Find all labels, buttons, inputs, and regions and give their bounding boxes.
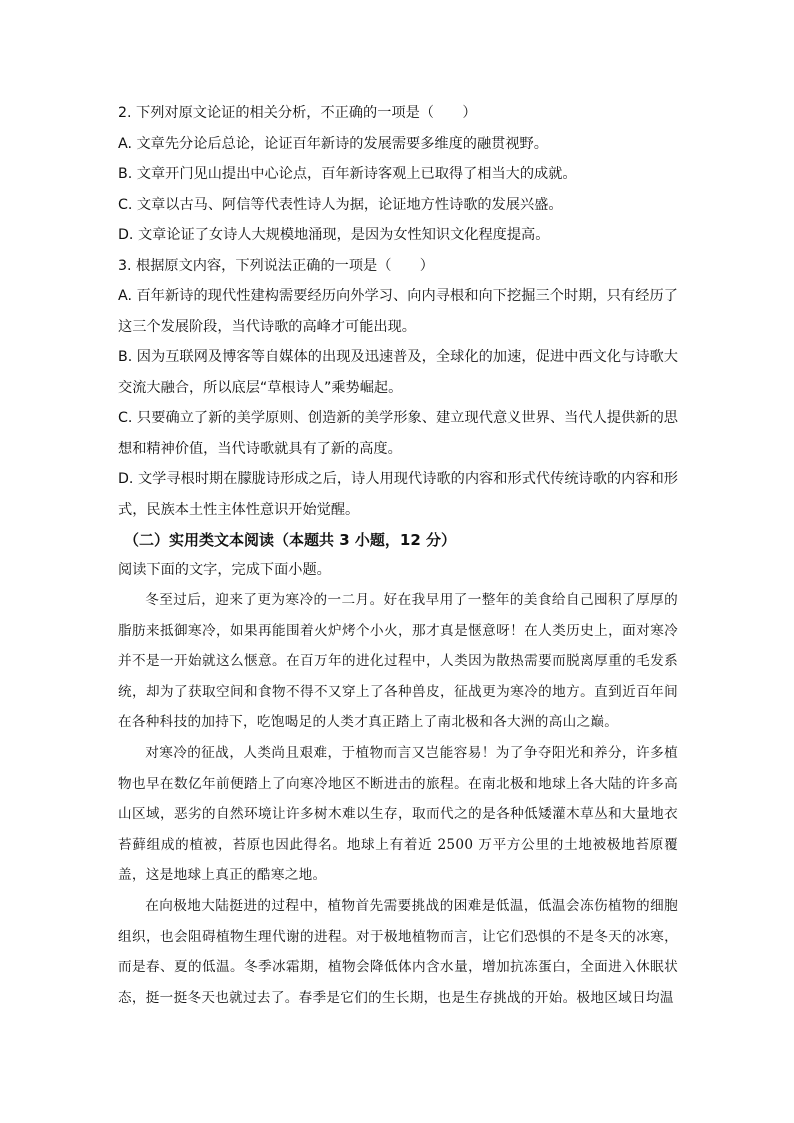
question-2-option-d: D. 文章论证了女诗人大规模地涌现，是因为女性知识文化程度提高。 xyxy=(118,227,550,243)
section-heading: （二）实用类文本阅读（本题共 3 小题，12 分） xyxy=(124,531,456,549)
question-3-option-a: A. 百年新诗的现代性建构需要经历向外学习、向内寻根和向下挖掘三个时期，只有经历了这三个发展阶段，当代诗歌的高峰才可能出现。 xyxy=(118,288,678,335)
question-3-option-b: B. 因为互联网及博客等自媒体的出现及迅速普及，全球化的加速，促进中西文化与诗歌大交流大融合，所以底层“草根诗人”乘势崛起。 xyxy=(118,349,678,396)
question-2-option-b: B. 文章开门见山提出中心论点，百年新诗客观上已取得了相当大的成就。 xyxy=(118,166,577,182)
question-3-option-d: D. 文学寻根时期在朦胧诗形成之后，诗人用现代诗歌的内容和形式代传统诗歌的内容和形式，民族本土性主体性意识开始觉醒。 xyxy=(118,471,678,518)
question-3-option-c: C. 只要确立了新的美学原则、创造新的美学形象、建立现代意义世界、当代人提供新的思想和精神价值，当代诗歌就具有了新的高度。 xyxy=(118,410,678,457)
question-2-option-c: C. 文章以古马、阿信等代表性诗人为据，论证地方性诗歌的发展兴盛。 xyxy=(118,196,563,213)
question-2-option-a: A. 文章先分论后总论，论证百年新诗的发展需要多维度的融贯视野。 xyxy=(118,135,548,152)
question-2-stem: 2. 下列对原文论证的相关分析，不正确的一项是（ ） xyxy=(118,105,477,121)
passage-paragraph-2: 对寒冷的征战，人类尚且艰难，于植物而言又岂能容易！为了争夺阳光和养分，许多植物也早在数亿年前便踏上了向寒冷地区不断进击的旅程。在南北极和地球上各大陆的许多高山区域，恶劣的自然环境让许多树木难以生存，取而代之的是各种低矮灌木草丛和大量地衣苔藓组成的植被，苔原也因此得名。地球上有着近 2500 万平方公里的土地被极地苔原覆盖，这是地球上真正的酷寒之地。 xyxy=(118,744,678,884)
passage-paragraph-1: 冬至过后，迎来了更为寒冷的一二月。好在我早用了一整年的美食给自己囤积了厚厚的脂肪来抵御寒冷，如果再能围着火炉烤个小火，那才真是惬意呀！在人类历史上，面对寒冷并不是一开始就这么惬意。在百万年的进化过程中，人类因为散热需要而脱离厚重的毛发系统，却为了获取空间和食物不得不又穿上了各种兽皮，征战更为寒冷的地方。直到近百年间在各种科技的加持下，吃饱喝足的人类才真正踏上了南北极和各大洲的高山之巅。 xyxy=(118,592,678,731)
passage-paragraph-3: 在向极地大陆挺进的过程中，植物首先需要挑战的困难是低温，低温会冻伤植物的细胞组织，也会阻碍植物生理代谢的进程。对于极地植物而言，让它们恐惧的不是冬天的冰寒，而是春、夏的低温。冬季冰霜期，植物会降低体内含水量，增加抗冻蛋白，全面进入休眠状态，挺一挺冬天也就过去了。春季是它们的生长期，也是生存挑战的开始。极地区域日均温 xyxy=(118,897,678,1006)
question-3-stem: 3. 根据原文内容，下列说法正确的一项是（ ） xyxy=(118,257,434,274)
reading-instruction: 阅读下面的文字，完成下面小题。 xyxy=(118,562,331,578)
exam-page xyxy=(118,98,678,1013)
